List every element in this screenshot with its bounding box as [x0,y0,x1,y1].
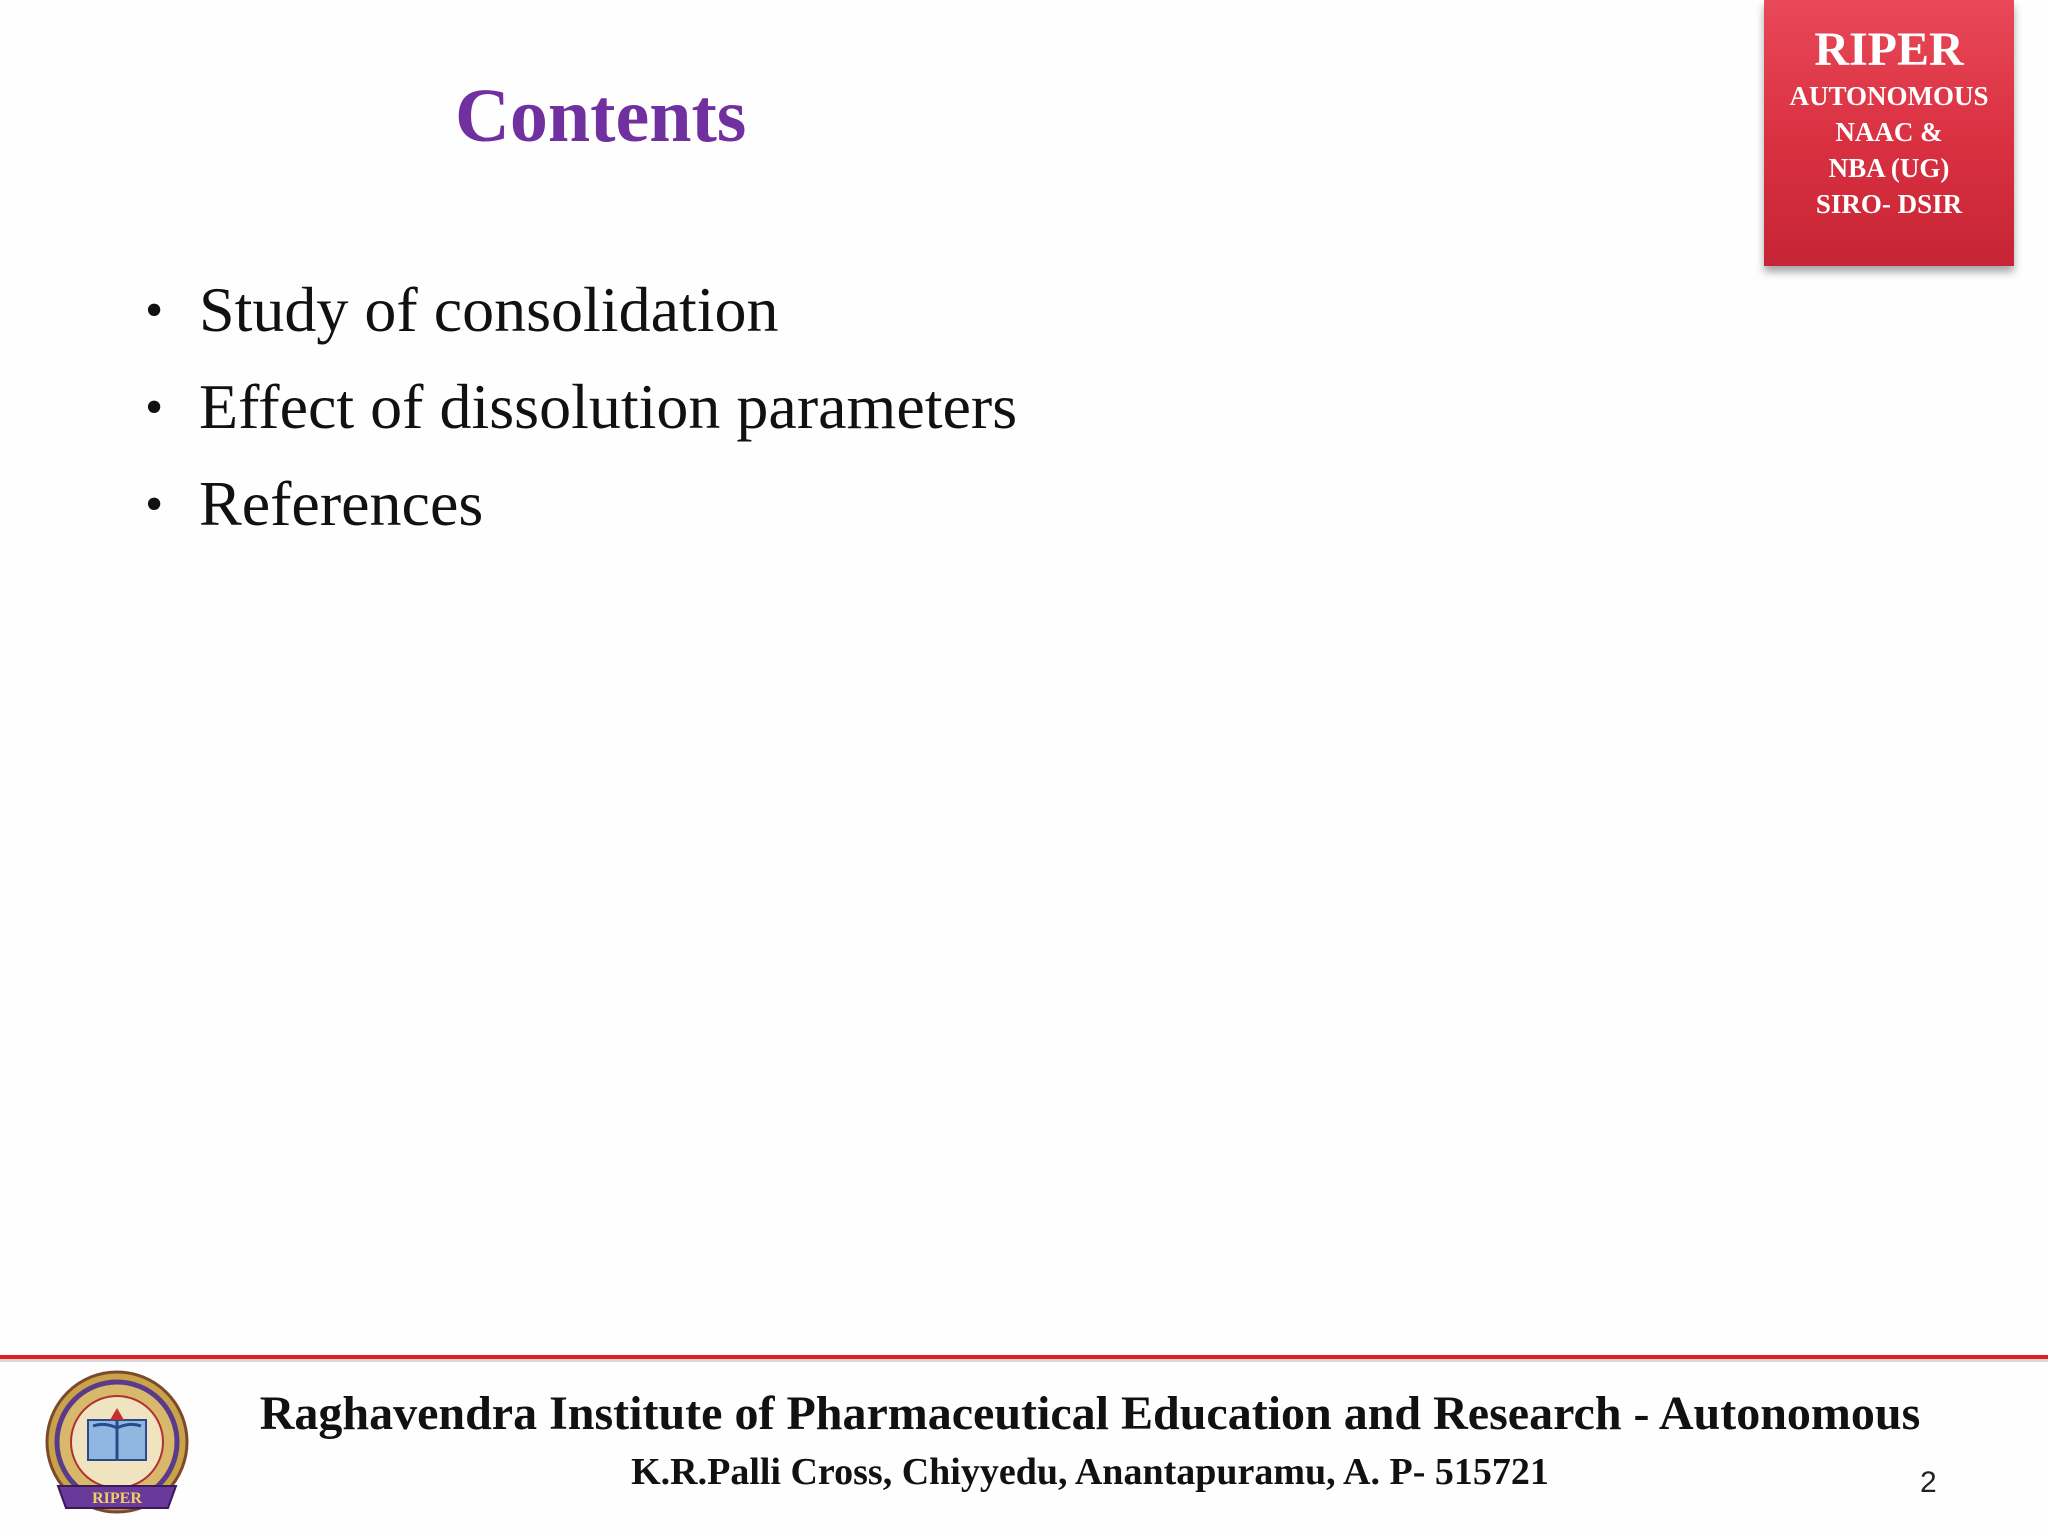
institute-seal-logo-icon [38,1368,196,1526]
badge-line-autonomous: AUTONOMOUS [1789,81,1989,111]
slide-title: Contents [455,74,747,158]
page-number: 2 [1920,1466,1937,1499]
bullet-icon: • [145,476,164,533]
bullet-icon: • [145,379,164,436]
badge-line-nba: NBA (UG) [1828,153,1950,183]
footer-institute-name: Raghavendra Institute of Pharmaceutical Education and Research - Autonomous [259,1387,1921,1440]
accreditation-badge [1764,0,2014,266]
logo-banner-text: RIPER [92,1490,142,1507]
list-item [145,456,1017,553]
list-item-text: Effect of dissolution parameters [199,371,1018,442]
badge-line-naac: NAAC & [1835,117,1943,147]
list-item [145,359,1017,456]
footer-divider-shadow [0,1359,2048,1362]
list-item [145,262,1017,359]
badge-title: RIPER [1814,23,1964,76]
footer-address: K.R.Palli Cross, Chiyyedu, Anantapuramu, A. P- 515721 [631,1451,1549,1493]
bullet-icon: • [145,282,164,339]
badge-line-siro: SIRO- DSIR [1815,189,1963,219]
list-item-text: Study of consolidation [199,274,779,345]
contents-list [145,262,1017,553]
list-item-text: References [199,468,484,539]
